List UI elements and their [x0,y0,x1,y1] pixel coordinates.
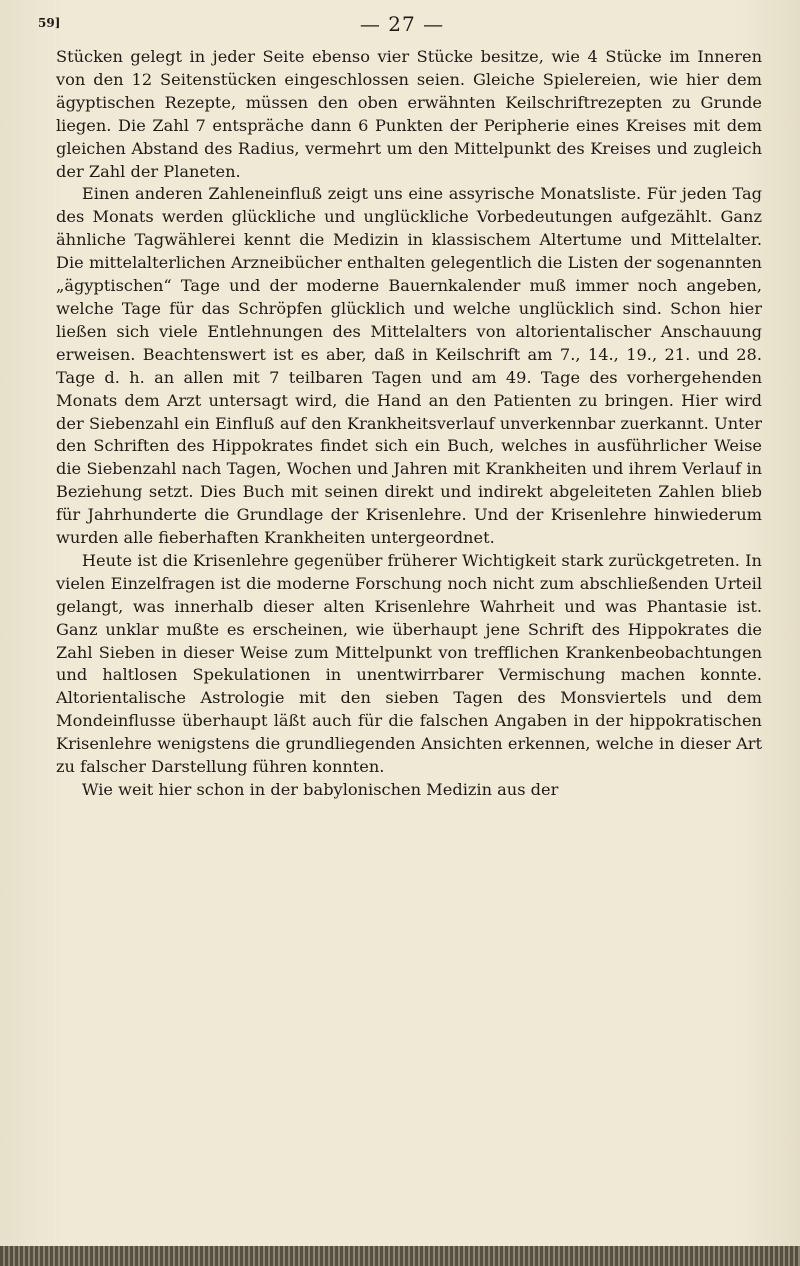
page-bottom-edge [0,1246,800,1266]
paragraph-4: Wie weit hier schon in der babylonischen Medizin aus der [81,780,559,799]
page-number: — 27 — [359,12,445,36]
paragraph-3: Heute ist die Krisenlehre gegenüber früherer Wichtigkeit stark zurückgetreten. In vielen Einzelfragen ist die moderne Forschung noch nicht zum abschließenden Urteil gelangt, was innerhalb dieser alten Krisenlehre Wahrheit und was Phantasie ist. Ganz unklar mußte es erscheinen, wie überhaupt jene Schrift des Hippokrates die Zahl Sieben in dieser Weise zum Mittelpunkt von trefflichen Krankenbeobachtungen und haltlosen Spekulationen in unentwirrbarer Vermischung machen konnte. Altorientalische Astrologie mit den sieben Tagen des Monsviertels und dem Mondeinflusse überhaupt läßt auch für die falschen Angaben in der hippokratischen Krisenlehre wenigstens die grundliegenden Ansichten erkennen, welche in dieser Art zu falscher Darstellung führen konnten. [56,550,762,777]
body-text [56,46,762,802]
paragraph-2: Einen anderen Zahleneinfluß zeigt uns eine assyrische Monatsliste. Für jeden Tag des Monats werden glückliche und unglückliche Vorbedeutungen aufgezählt. Ganz ähnliche Tagwählerei kennt die Medizin in klassischem Altertume und Mittelalter. Die mittelalterlichen Arzneibücher enthalten gelegentlich die Listen der sogenannten „ägyptischen“ Tage und der moderne Bauernkalender muß immer noch angeben, welche Tage für das Schröpfen glücklich und welche unglücklich sind. Schon hier ließen sich viele Entlehnungen des Mittelalters von altorientalischer Anschauung erweisen. Beachtenswert ist es aber, daß in Keilschrift am 7., 14., 19., 21. und 28. Tage d. h. an allen mit 7 teilbaren Tagen und am 49. Tage des vorhergehenden Monats dem Arzt untersagt wird, die Hand an den Patienten zu bringen. Hier wird der Siebenzahl ein Einfluß auf den Krankheitsverlauf unverkennbar zuerkannt. Unter den Schriften des Hippokrates findet sich ein Buch, welches in ausführlicher Weise die Siebenzahl nach Tagen, Wochen und Jahren mit Krankheiten und ihrem Verlauf in Beziehung setzt. Dies Buch mit seinen direkt und indirekt abgeleiteten Zahlen blieb für Jahrhunderte die Grundlage der Krisenlehre. Und der Krisenlehre hinwiederum wurden alle fieberhaften Krankheiten untergeordnet. [56,184,762,548]
paragraph-1: Stücken gelegt in jeder Seite ebenso vier Stücke besitze, wie 4 Stücke im Inneren von den 12 Seitenstücken eingeschlossen seien. Gleiche Spielereien, wie hier dem ägyptischen Rezepte, müssen den oben erwähnten Keilschriftrezepten zu Grunde liegen. Die Zahl 7 entspräche dann 6 Punkten der Peripherie eines Kreises mit dem gleichen Abstand des Radius, vermehrt um den Mittelpunkt des Kreises und zugleich der Zahl der Planeten. [56,47,762,181]
page-header [38,12,766,38]
page-reference: 59] [38,16,61,30]
